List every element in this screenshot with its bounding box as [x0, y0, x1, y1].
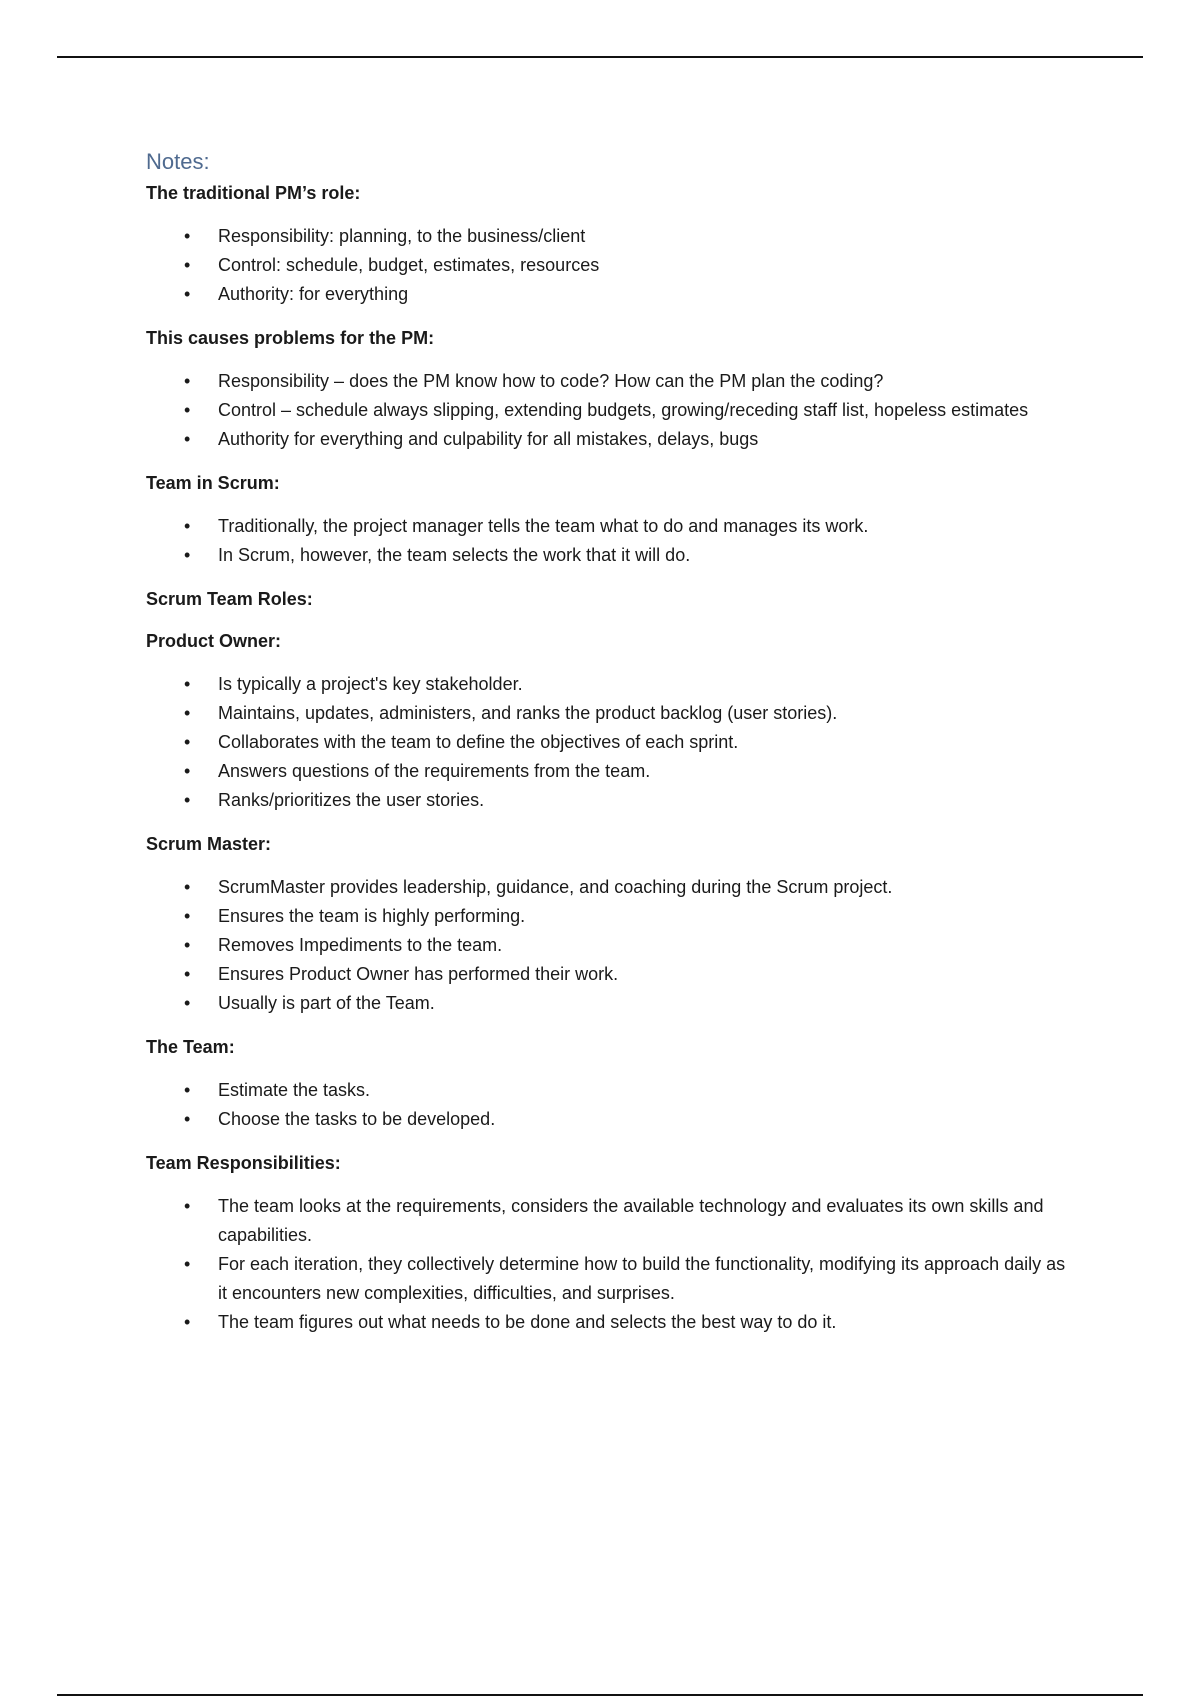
- bullet-icon: •: [184, 1080, 191, 1100]
- list-item: • The team figures out what needs to be done and selects the best way to do it.: [146, 1308, 1066, 1337]
- list-item: • Collaborates with the team to define the objectives of each sprint.: [146, 728, 1066, 757]
- section-heading: The Team:: [146, 1037, 235, 1057]
- list-item: • Responsibility: planning, to the business/client: [146, 222, 1066, 251]
- section-the-team: [146, 1034, 1066, 1134]
- list-item: • ScrumMaster provides leadership, guidance, and coaching during the Scrum project.: [146, 873, 1066, 902]
- section-heading: The traditional PM’s role:: [146, 183, 361, 203]
- bullet-list: [146, 1076, 1066, 1134]
- section-scrum-team-roles: [146, 586, 1066, 612]
- bullet-icon: •: [184, 429, 191, 449]
- bullet-icon: •: [184, 993, 191, 1013]
- section-team-in-scrum: [146, 470, 1066, 570]
- bullet-icon: •: [184, 732, 191, 752]
- list-item: • Traditionally, the project manager tells the team what to do and manages its work.: [146, 512, 1066, 541]
- list-item: • Ensures Product Owner has performed their work.: [146, 960, 1066, 989]
- bullet-icon: •: [184, 516, 191, 536]
- bullet-list: [146, 222, 1066, 309]
- bullet-icon: •: [184, 703, 191, 723]
- bullet-icon: •: [184, 935, 191, 955]
- list-item: • Removes Impediments to the team.: [146, 931, 1066, 960]
- bullet-list: [146, 367, 1066, 454]
- section-traditional-pm-role: [146, 180, 1066, 309]
- list-item: • Control – schedule always slipping, extending budgets, growing/receding staff list, hopeless estimates: [146, 396, 1066, 425]
- bullet-icon: •: [184, 761, 191, 781]
- bullet-icon: •: [184, 400, 191, 420]
- section-team-responsibilities: [146, 1150, 1066, 1337]
- bullet-icon: •: [184, 1109, 191, 1129]
- bullet-list: [146, 1192, 1066, 1337]
- bullet-list: [146, 512, 1066, 570]
- bullet-icon: •: [184, 545, 191, 565]
- list-item: • For each iteration, they collectively determine how to build the functionality, modifying its approach daily as it encounters new complexities, difficulties, and surprises.: [146, 1250, 1066, 1308]
- bullet-icon: •: [184, 1254, 191, 1274]
- bullet-icon: •: [184, 284, 191, 304]
- list-item: • Answers questions of the requirements from the team.: [146, 757, 1066, 786]
- section-product-owner: [146, 628, 1066, 815]
- bullet-icon: •: [184, 906, 191, 926]
- bullet-icon: •: [184, 371, 191, 391]
- section-heading: Team in Scrum:: [146, 473, 280, 493]
- document-body: [146, 148, 1066, 1337]
- section-heading: This causes problems for the PM:: [146, 328, 435, 348]
- list-item: • Estimate the tasks.: [146, 1076, 1066, 1105]
- footer-rule: [57, 1694, 1143, 1696]
- list-item: • Authority for everything and culpability for all mistakes, delays, bugs: [146, 425, 1066, 454]
- bullet-icon: •: [184, 674, 191, 694]
- bullet-icon: •: [184, 255, 191, 275]
- list-item: • Ranks/prioritizes the user stories.: [146, 786, 1066, 815]
- list-item: • In Scrum, however, the team selects the work that it will do.: [146, 541, 1066, 570]
- list-item: • Maintains, updates, administers, and ranks the product backlog (user stories).: [146, 699, 1066, 728]
- section-heading: Scrum Team Roles:: [146, 589, 313, 609]
- bullet-icon: •: [184, 964, 191, 984]
- list-item: • Ensures the team is highly performing.: [146, 902, 1066, 931]
- bullet-list: [146, 873, 1066, 1018]
- section-heading: Scrum Master:: [146, 834, 272, 854]
- bullet-icon: •: [184, 1312, 191, 1332]
- list-item: • Authority: for everything: [146, 280, 1066, 309]
- bullet-list: [146, 670, 1066, 815]
- bullet-icon: •: [184, 790, 191, 810]
- list-item: • Is typically a project's key stakeholder.: [146, 670, 1066, 699]
- bullet-icon: •: [184, 226, 191, 246]
- list-item: • The team looks at the requirements, considers the available technology and evaluates its own skills and capabilities.: [146, 1192, 1066, 1250]
- section-heading: Product Owner:: [146, 631, 282, 651]
- list-item: • Responsibility – does the PM know how to code? How can the PM plan the coding?: [146, 367, 1066, 396]
- list-item: • Usually is part of the Team.: [146, 989, 1066, 1018]
- list-item: • Choose the tasks to be developed.: [146, 1105, 1066, 1134]
- section-heading: Team Responsibilities:: [146, 1153, 341, 1173]
- list-item: • Control: schedule, budget, estimates, resources: [146, 251, 1066, 280]
- section-problems-for-pm: [146, 325, 1066, 454]
- notes-title: Notes:: [146, 149, 210, 174]
- bullet-icon: •: [184, 1196, 191, 1216]
- bullet-icon: •: [184, 877, 191, 897]
- section-scrum-master: [146, 831, 1066, 1018]
- header-rule: [57, 56, 1143, 58]
